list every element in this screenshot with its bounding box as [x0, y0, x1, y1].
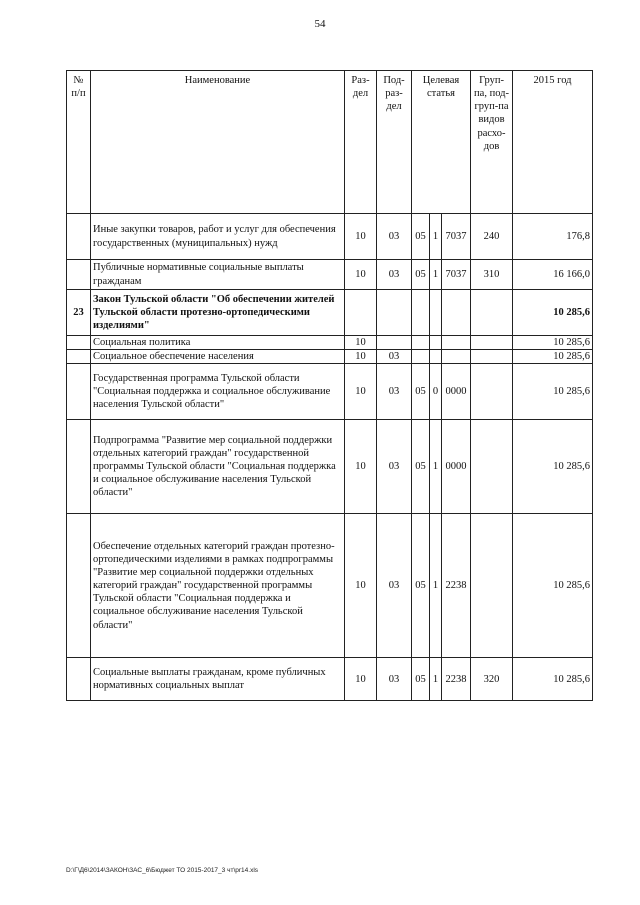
row-expense-group: [471, 336, 513, 350]
row-amount: 10 285,6: [513, 658, 593, 701]
table-row: [67, 364, 593, 420]
row-target-direction: 0000: [442, 364, 471, 420]
row-target-program: 05: [412, 214, 430, 260]
row-subsection: 03: [377, 420, 412, 514]
row-target-program: 05: [412, 420, 430, 514]
row-name: Подпрограмма "Развитие мер социальной поддержки отдельных категорий граждан" государственной программы Тульской области "Социальная поддержка и социальное обслуживание населения Тульской области": [91, 420, 345, 514]
table-row: [67, 260, 593, 290]
row-name: Социальные выплаты гражданам, кроме публичных нормативных социальных выплат: [91, 658, 345, 701]
row-subsection: 03: [377, 214, 412, 260]
row-section: 10: [345, 658, 377, 701]
row-target-subprogram: 1: [430, 260, 442, 290]
row-amount: 10 285,6: [513, 420, 593, 514]
row-num: [67, 658, 91, 701]
header-target-article: Целевая статья: [412, 71, 471, 214]
row-name: Публичные нормативные социальные выплаты гражданам: [91, 260, 345, 290]
row-num: [67, 350, 91, 364]
row-num: [67, 364, 91, 420]
row-target-program: 05: [412, 364, 430, 420]
row-name: Социальная политика: [91, 336, 345, 350]
row-expense-group: [471, 290, 513, 336]
row-target-subprogram: 0: [430, 364, 442, 420]
row-target-direction: 7037: [442, 214, 471, 260]
row-name: Обеспечение отдельных категорий граждан протезно-ортопедическими изделиями в рамках подпрограммы "Развитие мер социальной поддержки отдельных категорий граждан" государственной программы Тульской области "Социальная поддержка и социальное обслуживание населения Тульской области": [91, 514, 345, 658]
row-target-program: 05: [412, 658, 430, 701]
row-target-program: [412, 350, 430, 364]
row-amount: 10 285,6: [513, 336, 593, 350]
row-target-subprogram: 1: [430, 658, 442, 701]
row-section: 10: [345, 336, 377, 350]
row-target-program: 05: [412, 514, 430, 658]
table-row: [67, 336, 593, 350]
row-expense-group: [471, 364, 513, 420]
row-target-direction: 2238: [442, 514, 471, 658]
row-target-program: [412, 290, 430, 336]
row-section: 10: [345, 350, 377, 364]
row-num: [67, 514, 91, 658]
row-target-subprogram: [430, 336, 442, 350]
row-section: 10: [345, 364, 377, 420]
row-num: [67, 420, 91, 514]
row-target-direction: [442, 350, 471, 364]
row-target-direction: [442, 336, 471, 350]
table-row: [67, 214, 593, 260]
budget-table: [66, 70, 593, 701]
row-expense-group: 240: [471, 214, 513, 260]
row-target-program: 05: [412, 260, 430, 290]
page-number: 54: [314, 18, 326, 30]
row-expense-group: 310: [471, 260, 513, 290]
row-section: [345, 290, 377, 336]
row-section: 10: [345, 514, 377, 658]
row-expense-group: [471, 350, 513, 364]
row-target-direction: 0000: [442, 420, 471, 514]
row-target-subprogram: [430, 350, 442, 364]
row-name: Социальное обеспечение населения: [91, 350, 345, 364]
row-section: 10: [345, 214, 377, 260]
row-subsection: [377, 290, 412, 336]
header-name: Наименование: [91, 71, 345, 214]
table-row: [67, 420, 593, 514]
table-row: [67, 290, 593, 336]
row-subsection: 03: [377, 364, 412, 420]
row-target-direction: 7037: [442, 260, 471, 290]
row-amount: 10 285,6: [513, 364, 593, 420]
table-row: [67, 350, 593, 364]
row-target-direction: [442, 290, 471, 336]
row-target-subprogram: 1: [430, 514, 442, 658]
row-target-subprogram: 1: [430, 214, 442, 260]
header-num: № п/п: [67, 71, 91, 214]
row-num: [67, 214, 91, 260]
header-subsection: Под-раз-дел: [377, 71, 412, 214]
row-expense-group: [471, 514, 513, 658]
row-subsection: 03: [377, 350, 412, 364]
row-section: 10: [345, 420, 377, 514]
row-amount: 10 285,6: [513, 514, 593, 658]
row-expense-group: [471, 420, 513, 514]
footer-file-path: D:\Г\Д6\2014\ЗАКОН\ЗАС_6\Бюджет ТО 2015-2017_3 чт\pr14.xls: [66, 867, 259, 874]
table-row: [67, 658, 593, 701]
header-year: 2015 год: [513, 71, 593, 214]
row-num: [67, 260, 91, 290]
header-row: [67, 71, 593, 214]
row-target-program: [412, 336, 430, 350]
row-amount: 176,8: [513, 214, 593, 260]
row-num: 23: [67, 290, 91, 336]
row-amount: 10 285,6: [513, 350, 593, 364]
row-num: [67, 336, 91, 350]
row-expense-group: 320: [471, 658, 513, 701]
row-target-direction: 2238: [442, 658, 471, 701]
row-amount: 16 166,0: [513, 260, 593, 290]
header-expense-group: Груп-па, под-груп-па видов расхо-дов: [471, 71, 513, 214]
table-row: [67, 514, 593, 658]
row-subsection: 03: [377, 260, 412, 290]
row-name: Иные закупки товаров, работ и услуг для обеспечения государственных (муниципальных) нужд: [91, 214, 345, 260]
row-name: Закон Тульской области "Об обеспечении жителей Тульской области протезно-ортопедическими изделиями": [91, 290, 345, 336]
row-target-subprogram: [430, 290, 442, 336]
row-section: 10: [345, 260, 377, 290]
header-section: Раз-дел: [345, 71, 377, 214]
row-subsection: 03: [377, 514, 412, 658]
table-body: [67, 214, 593, 701]
row-target-subprogram: 1: [430, 420, 442, 514]
row-subsection: 03: [377, 658, 412, 701]
row-amount: 10 285,6: [513, 290, 593, 336]
row-name: Государственная программа Тульской области "Социальная поддержка и социальное обслуживание населения Тульской области": [91, 364, 345, 420]
row-subsection: [377, 336, 412, 350]
